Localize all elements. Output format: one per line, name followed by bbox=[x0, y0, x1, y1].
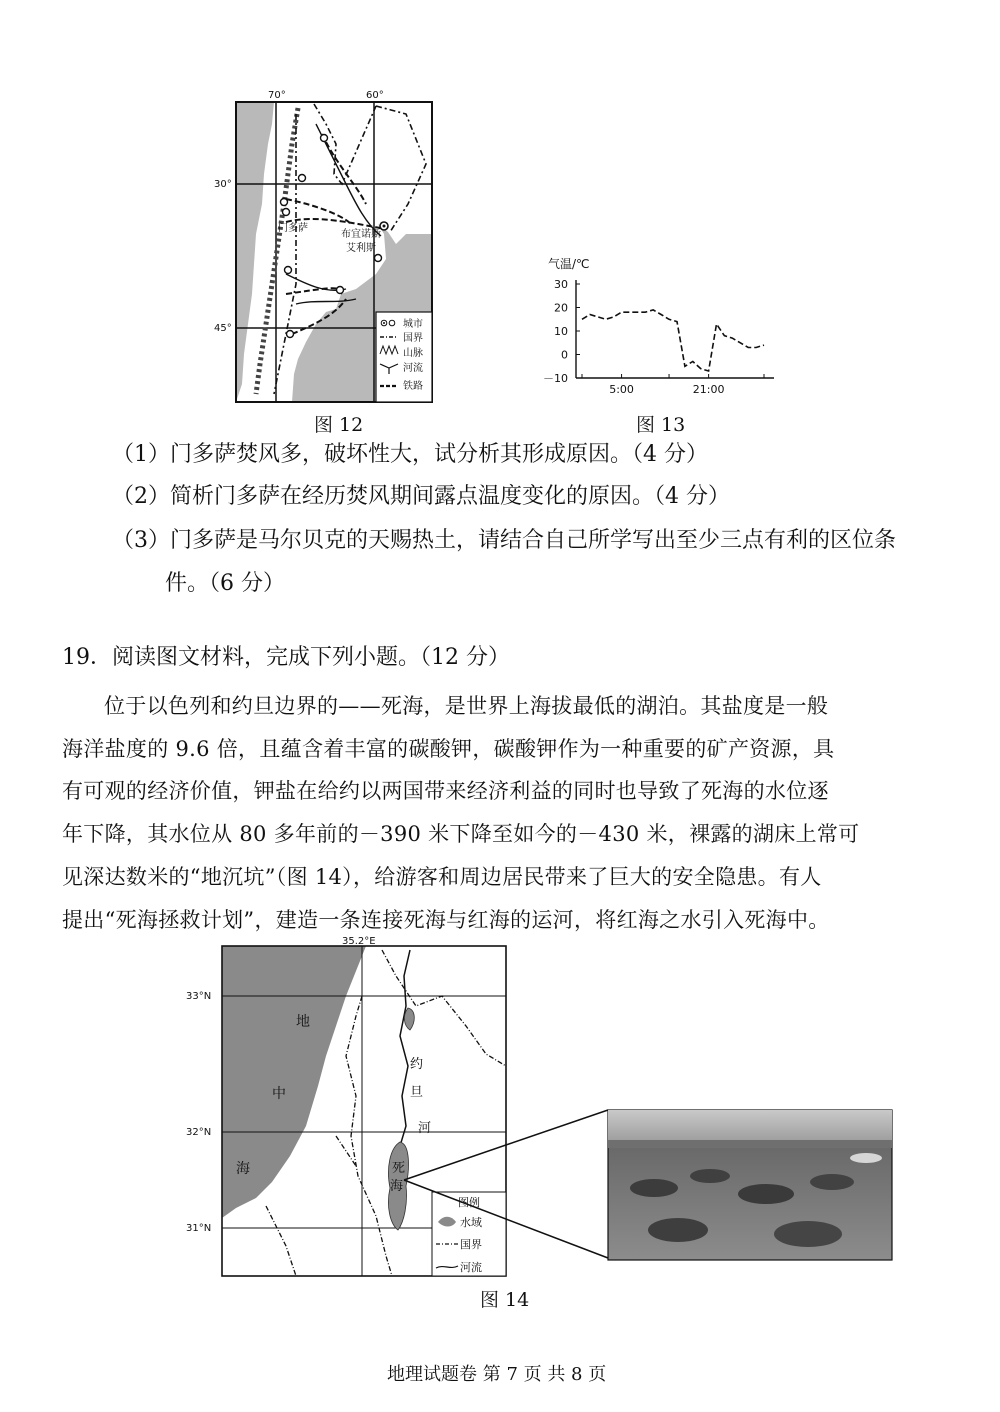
legend-title: 图例 bbox=[458, 1196, 480, 1209]
lat-label-31: 31°N bbox=[186, 1223, 212, 1234]
q19-para-line-3: 有可观的经济价值，钾盐在给约以两国带来经济利益的同时也导致了死海的水位逐 bbox=[62, 779, 829, 803]
label-deadsea-1: 死 bbox=[392, 1161, 406, 1176]
lat-label-45: 45° bbox=[214, 323, 232, 334]
figure-14-map bbox=[186, 936, 902, 1280]
question-19-title: 19．阅读图文材料，完成下列小题。（12 分） bbox=[62, 645, 510, 670]
label-river-2: 旦 bbox=[410, 1085, 424, 1100]
q19-para-line-2: 海洋盐度的 9.6 倍，且蕴含着丰富的碳酸钾，碳酸钾作为一种重要的矿产资源，具 bbox=[62, 737, 835, 761]
x-tick-label: 5:00 bbox=[609, 383, 634, 396]
page-footer: 地理试题卷 第 7 页 共 8 页 bbox=[387, 1364, 607, 1385]
label-med-3: 海 bbox=[236, 1161, 250, 1177]
mediterranean-sea bbox=[222, 946, 366, 1218]
city-label-mendoza: 门多萨 bbox=[278, 223, 308, 234]
city-marker bbox=[321, 135, 328, 142]
lat-label-32: 32°N bbox=[186, 1127, 212, 1138]
label-river-1: 约 bbox=[410, 1057, 424, 1072]
chart-13-svg bbox=[530, 252, 790, 402]
legend-river: 河流 bbox=[403, 363, 423, 374]
city-marker bbox=[281, 199, 288, 206]
q19-para-line-1: 位于以色列和约旦边界的——死海，是世界上海拔最低的湖泊。其盐度是一般 bbox=[104, 694, 829, 718]
map-14-svg bbox=[186, 936, 902, 1280]
figure-13-caption: 图 13 bbox=[636, 414, 686, 436]
lon-label-70: 70° bbox=[268, 90, 286, 101]
question-18-1: （1）门多萨焚风多，破坏性大，试分析其形成原因。（4 分） bbox=[112, 442, 708, 467]
city-marker bbox=[337, 287, 344, 294]
map-12-svg bbox=[214, 84, 442, 406]
figure-12-caption: 图 12 bbox=[314, 414, 364, 436]
y-tick-label: 30 bbox=[554, 278, 568, 291]
x-tick-label: 21:00 bbox=[692, 383, 725, 396]
label-med-2: 中 bbox=[272, 1086, 286, 1102]
sea-of-galilee bbox=[404, 1008, 414, 1030]
question-18-3: （3）门多萨是马尔贝克的天赐热土，请结合自己所学写出至少三点有利的区位条 bbox=[112, 528, 896, 553]
legend-water: 水域 bbox=[460, 1216, 482, 1229]
label-river-3: 河 bbox=[418, 1121, 432, 1136]
city-marker bbox=[285, 267, 292, 274]
legend-border: 国界 bbox=[403, 333, 423, 344]
y-tick-label: 10 bbox=[554, 325, 568, 338]
city-label-buenos-2: 艾利斯 bbox=[346, 243, 376, 254]
figure-14-caption: 图 14 bbox=[480, 1289, 530, 1311]
y-tick-label: －10 bbox=[543, 372, 568, 385]
figure-12-map bbox=[214, 84, 442, 406]
city-marker bbox=[283, 209, 290, 216]
lon-label-60: 60° bbox=[366, 90, 384, 101]
label-med-1: 地 bbox=[296, 1014, 310, 1030]
jordan-river bbox=[400, 950, 410, 1146]
y-tick-label: 0 bbox=[561, 348, 568, 362]
city-label-buenos-1: 布宜诺斯 bbox=[341, 229, 381, 240]
lat-label-33: 33°N bbox=[186, 991, 212, 1002]
lon-label-35-2: 35.2°E bbox=[342, 936, 376, 947]
lat-label-30: 30° bbox=[214, 179, 232, 190]
city-marker bbox=[375, 255, 382, 262]
q19-para-line-4: 年下降，其水位从 80 多年前的－390 米下降至如今的－430 米，裸露的湖床上常可 bbox=[62, 822, 860, 846]
temperature-series-line bbox=[582, 310, 764, 371]
legend-railway: 铁路 bbox=[403, 381, 423, 392]
label-deadsea-2: 海 bbox=[390, 1179, 404, 1194]
y-tick-label: 20 bbox=[554, 301, 568, 315]
figure-13-chart bbox=[530, 252, 790, 402]
sinkhole-photo bbox=[608, 1110, 892, 1260]
q19-para-line-6: 提出“死海拯救计划”，建造一条连接死海与红海的运河，将红海之水引入死海中。 bbox=[62, 908, 830, 932]
legend-river-14: 河流 bbox=[460, 1261, 482, 1274]
question-18-2: （2）简析门多萨在经历焚风期间露点温度变化的原因。（4 分） bbox=[112, 484, 730, 509]
q19-para-line-5: 见深达数米的“地沉坑”（图 14），给游客和周边居民带来了巨大的安全隐患。有人 bbox=[62, 865, 822, 889]
chart-ylabel: 气温/℃ bbox=[548, 257, 590, 271]
legend-mountain: 山脉 bbox=[403, 348, 423, 359]
pacific-ocean bbox=[236, 102, 274, 402]
legend-border-14: 国界 bbox=[460, 1238, 482, 1251]
legend-city: 城市 bbox=[403, 319, 423, 330]
city-marker bbox=[287, 331, 294, 338]
question-18-3-cont: 件。（6 分） bbox=[165, 571, 285, 596]
city-marker bbox=[299, 175, 306, 182]
